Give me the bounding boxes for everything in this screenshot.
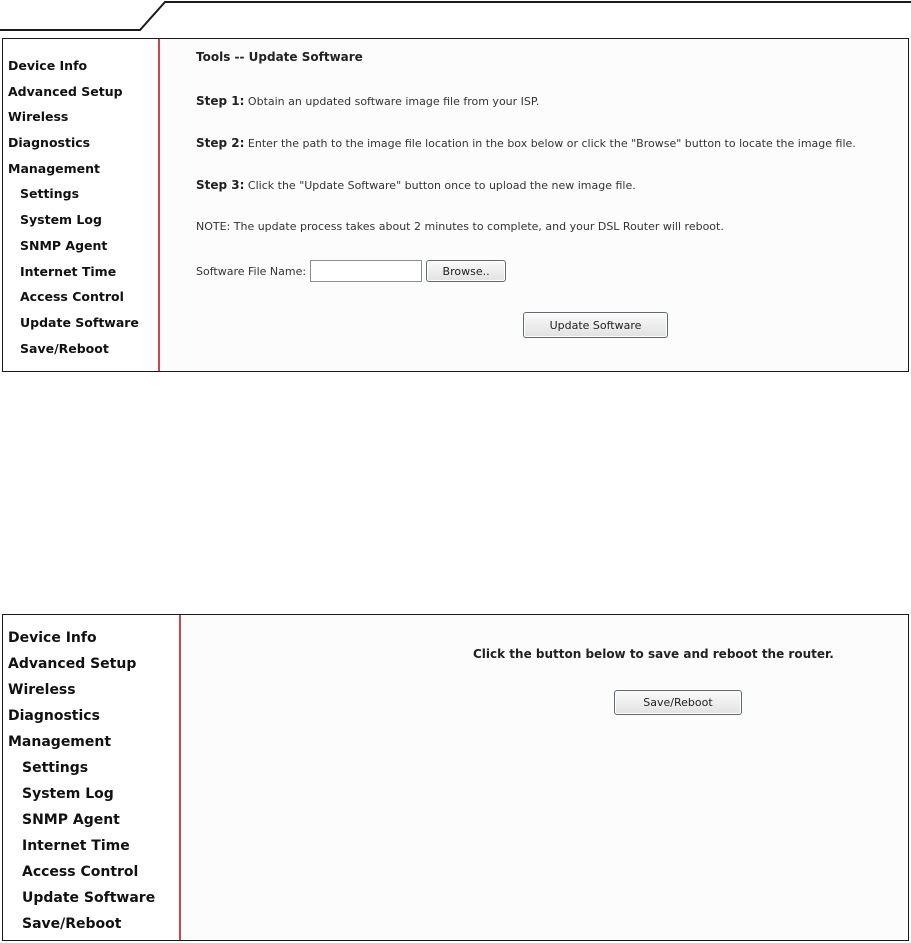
sidebar-item-diagnostics[interactable]: Diagnostics xyxy=(8,708,100,724)
step-1 xyxy=(196,94,539,108)
step-3-text: Click the "Update Software" button once to upload the new image file. xyxy=(244,179,636,192)
update-software-button[interactable]: Update Software xyxy=(523,312,668,338)
step-2 xyxy=(196,136,856,150)
sidebar-item-device-info[interactable]: Device Info xyxy=(8,630,97,646)
sidebar-item-access-control[interactable]: Access Control xyxy=(20,289,124,305)
sidebar-item-wireless[interactable]: Wireless xyxy=(8,682,76,698)
sidebar-nav xyxy=(3,615,181,940)
step-2-text: Enter the path to the image file location in the box below or click the "Browse" button to locate the image file. xyxy=(244,137,856,150)
sidebar-item-internet-time[interactable]: Internet Time xyxy=(22,838,130,854)
file-row xyxy=(196,260,506,282)
step-1-label: Step 1: xyxy=(196,94,245,108)
software-file-input[interactable] xyxy=(310,260,422,282)
browse-button[interactable]: Browse.. xyxy=(426,260,506,282)
sidebar-item-access-control[interactable]: Access Control xyxy=(22,864,139,880)
sidebar-item-update-software[interactable]: Update Software xyxy=(22,890,156,906)
sidebar-item-system-log[interactable]: System Log xyxy=(22,786,114,802)
sidebar-item-settings[interactable]: Settings xyxy=(22,760,89,776)
sidebar-item-settings[interactable]: Settings xyxy=(20,186,80,202)
save-reboot-button[interactable]: Save/Reboot xyxy=(614,690,742,715)
step-3-label: Step 3: xyxy=(196,178,245,192)
sidebar-item-snmp-agent[interactable]: SNMP Agent xyxy=(22,812,120,828)
sidebar-item-save-reboot[interactable]: Save/Reboot xyxy=(20,340,109,356)
page-title: Tools -- Update Software xyxy=(196,50,363,64)
sidebar-item-advanced-setup[interactable]: Advanced Setup xyxy=(8,656,137,672)
save-reboot-panel xyxy=(2,614,909,941)
header-tab-line xyxy=(0,0,911,34)
save-reboot-message: Click the button below to save and reboot the router. xyxy=(473,647,834,661)
sidebar-item-wireless[interactable]: Wireless xyxy=(8,109,69,125)
save-reboot-content xyxy=(181,615,908,940)
step-1-text: Obtain an updated software image file from your ISP. xyxy=(244,95,540,108)
sidebar-item-device-info[interactable]: Device Info xyxy=(8,58,88,73)
sidebar-item-management[interactable]: Management xyxy=(8,734,112,750)
sidebar-item-snmp-agent[interactable]: SNMP Agent xyxy=(20,237,108,253)
update-note: NOTE: The update process takes about 2 minutes to complete, and your DSL Router will reboot. xyxy=(196,220,724,233)
sidebar-item-advanced-setup[interactable]: Advanced Setup xyxy=(8,83,123,99)
sidebar-item-diagnostics[interactable]: Diagnostics xyxy=(8,135,91,151)
software-file-name-label: Software File Name: xyxy=(196,264,307,278)
step-2-label: Step 2: xyxy=(196,136,245,150)
step-3 xyxy=(196,178,636,192)
sidebar-item-system-log[interactable]: System Log xyxy=(20,212,102,228)
sidebar-item-internet-time[interactable]: Internet Time xyxy=(20,263,117,279)
update-software-content xyxy=(160,39,908,371)
sidebar-nav xyxy=(3,39,160,371)
sidebar-item-management[interactable]: Management xyxy=(8,160,101,176)
sidebar-item-save-reboot[interactable]: Save/Reboot xyxy=(22,916,122,932)
sidebar-item-update-software[interactable]: Update Software xyxy=(20,314,139,330)
update-software-panel xyxy=(2,38,909,372)
